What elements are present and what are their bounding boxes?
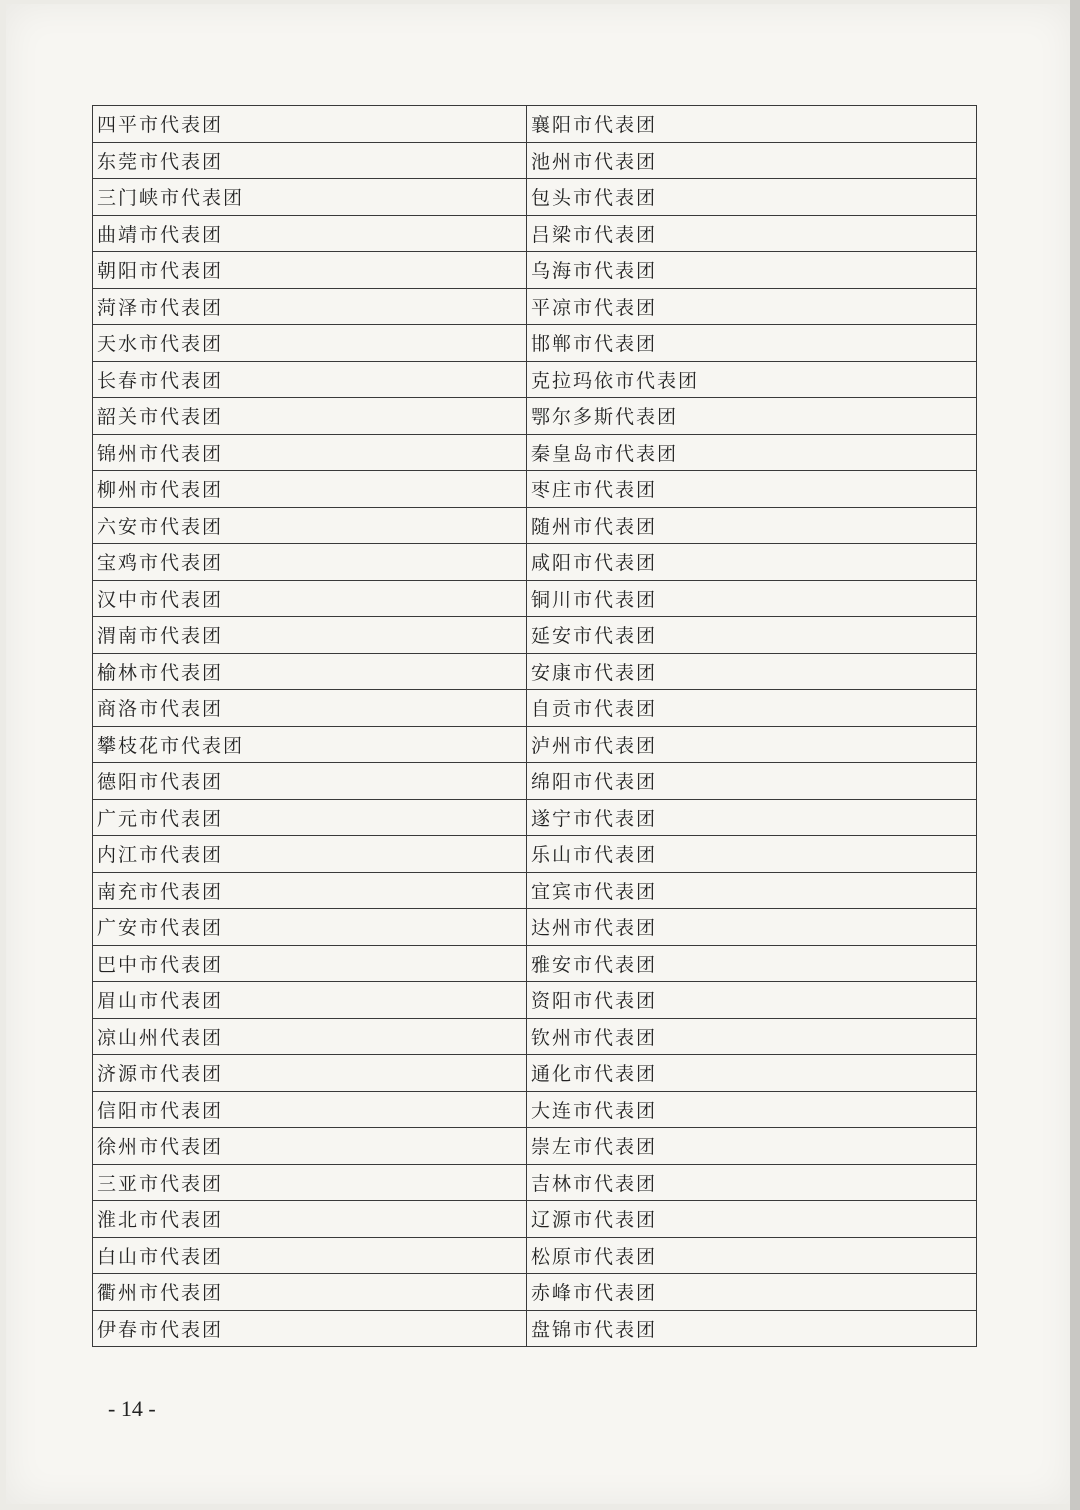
table-row (93, 288, 977, 325)
table-cell-right: 崇左市代表团 (527, 1128, 977, 1165)
table-cell-right: 钦州市代表团 (527, 1018, 977, 1055)
table-cell-left: 巴中市代表团 (93, 945, 527, 982)
delegation-table-body (93, 106, 977, 1347)
table-row (93, 142, 977, 179)
table-row (93, 1091, 977, 1128)
table-cell-right: 盘锦市代表团 (527, 1310, 977, 1347)
table-cell-left: 商洛市代表团 (93, 690, 527, 727)
table-row (93, 1018, 977, 1055)
table-cell-right: 铜川市代表团 (527, 580, 977, 617)
table-cell-right: 安康市代表团 (527, 653, 977, 690)
table-cell-right: 绵阳市代表团 (527, 763, 977, 800)
table-cell-left: 天水市代表团 (93, 325, 527, 362)
table-row (93, 982, 977, 1019)
table-cell-right: 宜宾市代表团 (527, 872, 977, 909)
table-cell-right: 随州市代表团 (527, 507, 977, 544)
table-cell-left: 凉山州代表团 (93, 1018, 527, 1055)
table-row (93, 507, 977, 544)
page-number: - 14 - (108, 1396, 156, 1421)
table-cell-left: 淮北市代表团 (93, 1201, 527, 1238)
table-cell-left: 曲靖市代表团 (93, 215, 527, 252)
table-cell-right: 乌海市代表团 (527, 252, 977, 289)
table-row (93, 325, 977, 362)
table-cell-right: 池州市代表团 (527, 142, 977, 179)
table-cell-right: 平凉市代表团 (527, 288, 977, 325)
table-cell-right: 邯郸市代表团 (527, 325, 977, 362)
table-cell-left: 内江市代表团 (93, 836, 527, 873)
table-row (93, 945, 977, 982)
table-cell-right: 克拉玛依市代表团 (527, 361, 977, 398)
table-cell-left: 德阳市代表团 (93, 763, 527, 800)
table-cell-left: 信阳市代表团 (93, 1091, 527, 1128)
table-cell-right: 通化市代表团 (527, 1055, 977, 1092)
table-cell-left: 徐州市代表团 (93, 1128, 527, 1165)
table-row (93, 836, 977, 873)
delegation-table (92, 105, 977, 1347)
table-cell-left: 三亚市代表团 (93, 1164, 527, 1201)
table-cell-left: 朝阳市代表团 (93, 252, 527, 289)
table-row (93, 179, 977, 216)
table-row (93, 726, 977, 763)
table-cell-left: 菏泽市代表团 (93, 288, 527, 325)
table-cell-left: 四平市代表团 (93, 106, 527, 143)
table-row (93, 544, 977, 581)
table-cell-left: 伊春市代表团 (93, 1310, 527, 1347)
table-row (93, 909, 977, 946)
table-cell-left: 柳州市代表团 (93, 471, 527, 508)
table-row (93, 471, 977, 508)
table-row (93, 1237, 977, 1274)
table-cell-left: 南充市代表团 (93, 872, 527, 909)
table-cell-right: 襄阳市代表团 (527, 106, 977, 143)
table-row (93, 398, 977, 435)
table-row (93, 106, 977, 143)
table-cell-left: 广元市代表团 (93, 799, 527, 836)
table-cell-right: 延安市代表团 (527, 617, 977, 654)
table-cell-right: 吉林市代表团 (527, 1164, 977, 1201)
table-cell-left: 三门峡市代表团 (93, 179, 527, 216)
table-cell-right: 大连市代表团 (527, 1091, 977, 1128)
table-cell-right: 咸阳市代表团 (527, 544, 977, 581)
table-cell-left: 韶关市代表团 (93, 398, 527, 435)
page-edge-shadow (1070, 0, 1080, 1510)
table-cell-right: 鄂尔多斯代表团 (527, 398, 977, 435)
table-row (93, 1310, 977, 1347)
table-cell-right: 吕梁市代表团 (527, 215, 977, 252)
table-cell-left: 锦州市代表团 (93, 434, 527, 471)
table-cell-left: 白山市代表团 (93, 1237, 527, 1274)
table-row (93, 763, 977, 800)
table-cell-right: 枣庄市代表团 (527, 471, 977, 508)
table-row (93, 1128, 977, 1165)
table-row (93, 872, 977, 909)
table-row (93, 690, 977, 727)
table-cell-right: 乐山市代表团 (527, 836, 977, 873)
table-row (93, 361, 977, 398)
table-row (93, 1055, 977, 1092)
table-cell-right: 辽源市代表团 (527, 1201, 977, 1238)
table-cell-left: 六安市代表团 (93, 507, 527, 544)
table-cell-right: 达州市代表团 (527, 909, 977, 946)
table-cell-left: 榆林市代表团 (93, 653, 527, 690)
table-row (93, 252, 977, 289)
table-cell-left: 攀枝花市代表团 (93, 726, 527, 763)
table-row (93, 1201, 977, 1238)
table-row (93, 653, 977, 690)
table-cell-right: 松原市代表团 (527, 1237, 977, 1274)
table-cell-left: 眉山市代表团 (93, 982, 527, 1019)
table-cell-left: 宝鸡市代表团 (93, 544, 527, 581)
table-cell-right: 资阳市代表团 (527, 982, 977, 1019)
table-row (93, 799, 977, 836)
table-cell-right: 秦皇岛市代表团 (527, 434, 977, 471)
table-cell-left: 济源市代表团 (93, 1055, 527, 1092)
table-cell-left: 汉中市代表团 (93, 580, 527, 617)
table-row (93, 434, 977, 471)
table-cell-right: 遂宁市代表团 (527, 799, 977, 836)
table-cell-right: 雅安市代表团 (527, 945, 977, 982)
table-cell-right: 泸州市代表团 (527, 726, 977, 763)
table-cell-right: 赤峰市代表团 (527, 1274, 977, 1311)
table-row (93, 215, 977, 252)
table-row (93, 1274, 977, 1311)
table-cell-left: 长春市代表团 (93, 361, 527, 398)
table-cell-left: 广安市代表团 (93, 909, 527, 946)
table-row (93, 617, 977, 654)
table-row (93, 580, 977, 617)
table-cell-right: 自贡市代表团 (527, 690, 977, 727)
table-row (93, 1164, 977, 1201)
table-cell-left: 东莞市代表团 (93, 142, 527, 179)
table-cell-right: 包头市代表团 (527, 179, 977, 216)
table-cell-left: 渭南市代表团 (93, 617, 527, 654)
table-cell-left: 衢州市代表团 (93, 1274, 527, 1311)
